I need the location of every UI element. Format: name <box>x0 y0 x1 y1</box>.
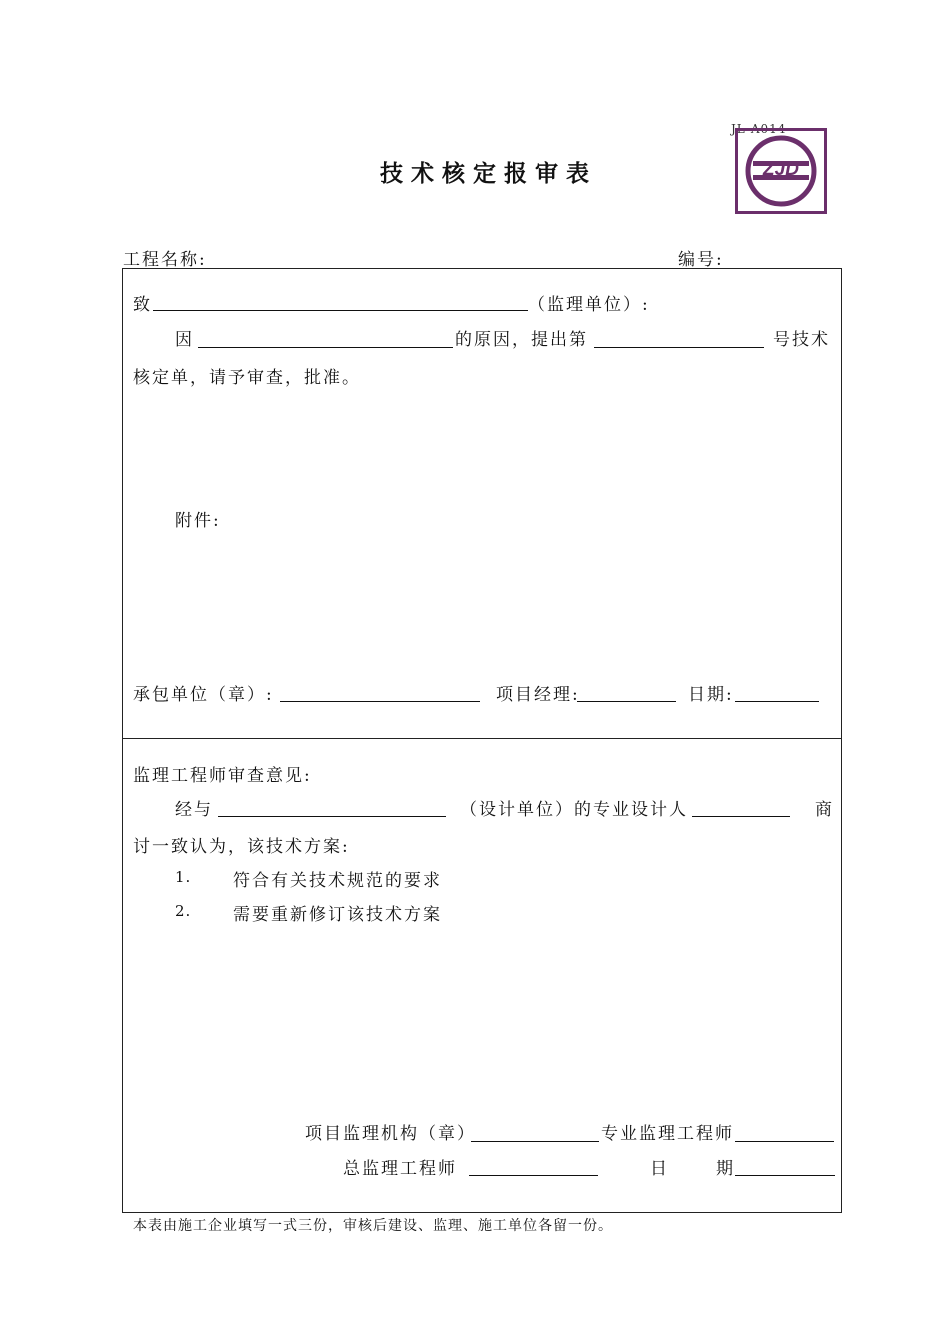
section-divider <box>122 738 841 739</box>
form-title: 技术核定报审表 <box>380 160 597 187</box>
number-label: 编号: <box>678 250 724 270</box>
option-1-number: 1. <box>175 868 192 886</box>
to-label: 致 <box>133 295 152 315</box>
chief-engineer-label: 总监理工程师 <box>343 1159 457 1179</box>
supervisor-unit-field[interactable] <box>153 310 528 311</box>
supervisor-unit-label: （监理单位）: <box>528 295 650 315</box>
date-ri-label: 日 <box>650 1159 669 1179</box>
option-2-text[interactable]: 需要重新修订该技术方案 <box>233 905 442 925</box>
chief-engineer-field[interactable] <box>469 1175 598 1176</box>
agree-text: 讨一致认为，该技术方案: <box>133 837 350 857</box>
tech-number-label: 号技术 <box>773 330 830 350</box>
because-label: 因 <box>175 330 194 350</box>
request-text: 核定单，请予审查，批准。 <box>133 368 361 388</box>
date-qi-label: 期 <box>716 1159 735 1179</box>
date-label: 日期: <box>688 685 734 705</box>
designer-field[interactable] <box>692 816 790 817</box>
option-1-text[interactable]: 符合有关技术规范的要求 <box>233 871 442 891</box>
contractor-field[interactable] <box>280 701 480 702</box>
specialist-field[interactable] <box>735 1141 834 1142</box>
tech-number-field[interactable] <box>594 347 764 348</box>
design-unit-field[interactable] <box>218 816 446 817</box>
attachment-label: 附件: <box>175 511 221 531</box>
footer-note: 本表由施工企业填写一式三份，审核后建设、监理、施工单位各留一份。 <box>133 1218 613 1234</box>
form-code: JL-A014 <box>731 122 787 136</box>
project-manager-label: 项目经理: <box>496 685 580 705</box>
specialist-label: 专业监理工程师 <box>601 1124 734 1144</box>
zjd-logo-icon <box>735 128 827 214</box>
review-date-field[interactable] <box>735 1175 835 1176</box>
supervision-org-label: 项目监理机构（章） <box>305 1124 476 1144</box>
option-2-number: 2. <box>175 902 192 920</box>
via-label: 经与 <box>175 800 213 820</box>
form-frame <box>122 268 842 1213</box>
date-field[interactable] <box>735 701 819 702</box>
svg-text:ZJD: ZJD <box>763 159 799 180</box>
project-manager-field[interactable] <box>577 701 676 702</box>
reason-field[interactable] <box>198 347 453 348</box>
design-unit-label: （设计单位）的专业设计人 <box>460 800 688 820</box>
reason-text: 的原因，提出第 <box>455 330 588 350</box>
shang-text: 商 <box>815 800 834 820</box>
review-heading: 监理工程师审查意见: <box>133 766 312 786</box>
project-name-label: 工程名称: <box>123 250 207 270</box>
contractor-label: 承包单位（章）: <box>133 685 274 705</box>
supervision-org-field[interactable] <box>471 1141 599 1142</box>
